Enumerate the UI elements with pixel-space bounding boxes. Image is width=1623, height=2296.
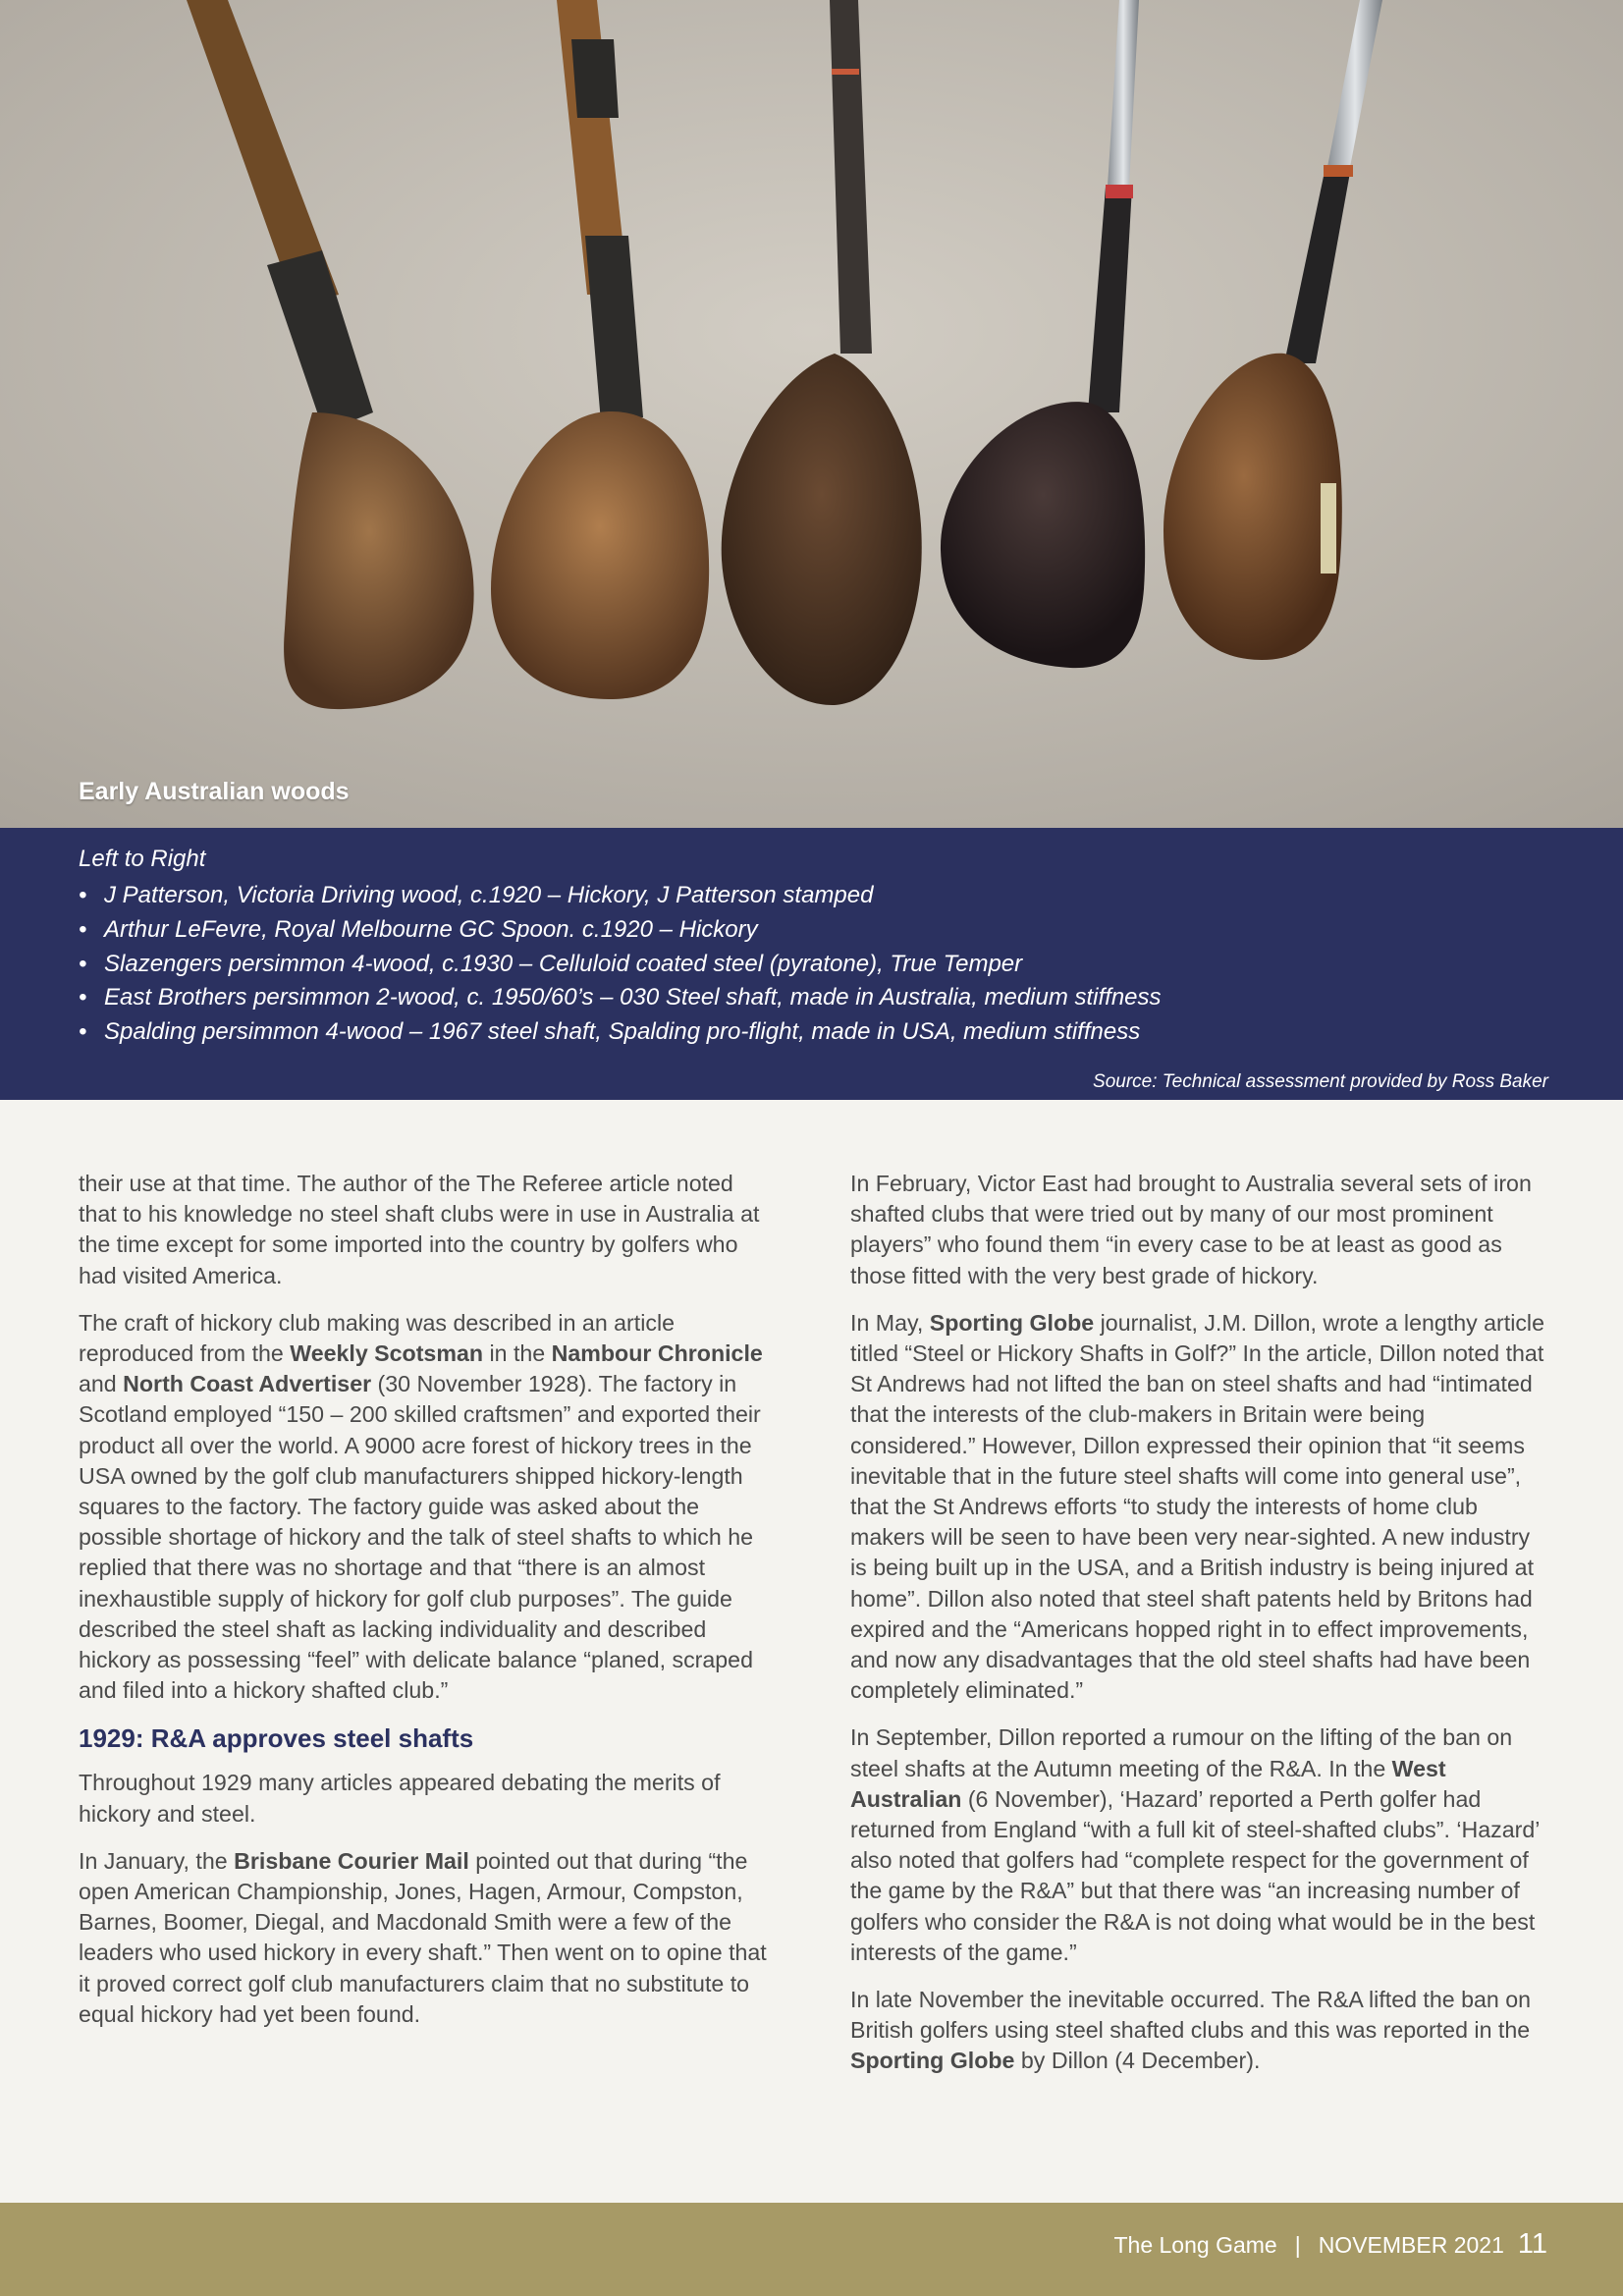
photo-caption <box>0 828 1623 1100</box>
footer-separator: | <box>1294 2232 1301 2258</box>
paragraph <box>79 1846 776 2030</box>
caption-item <box>79 913 1162 948</box>
caption-source: Source: Technical assessment provided by Ross Baker <box>1093 1071 1548 1092</box>
publication-name: Brisbane Courier Mail <box>234 1847 469 1874</box>
caption-item <box>79 981 1162 1015</box>
publication-name: Sporting Globe <box>850 2048 1015 2074</box>
caption-item-text: Arthur LeFevre, Royal Melbourne GC Spoon. c.1920 – Hickory <box>104 915 758 943</box>
paragraph: their use at that time. The author of the The Referee article noted that to his knowledge no steel shaft clubs were in use in Australia at the time except for some imported into the country by golfers who had visited America. <box>79 1171 760 1288</box>
footer-meta <box>1113 2228 1547 2261</box>
page-number: 11 <box>1517 2228 1547 2260</box>
publication-title: The Long Game <box>1113 2232 1277 2258</box>
left-column <box>79 1169 776 2047</box>
text-run: In May, <box>850 1309 930 1336</box>
golf-clubs-illustration <box>0 0 1623 828</box>
text-run: in the <box>483 1340 552 1367</box>
caption-item <box>79 879 1162 913</box>
text-run: In late November the inevitable occurred. The R&A lifted the ban on British golfers using steel shafted clubs and this was reported in the <box>850 1987 1532 2044</box>
publication-name: Sporting Globe <box>929 1309 1095 1336</box>
text-run: and <box>79 1371 124 1397</box>
section-heading: 1929: R&A approves steel shafts <box>79 1723 474 1754</box>
bullet-icon: • <box>79 984 87 1011</box>
right-column <box>850 1169 1547 2094</box>
caption-item <box>79 948 1162 982</box>
bullet-icon: • <box>79 950 87 977</box>
photo-title: Early Australian woods <box>79 778 350 805</box>
paragraph <box>79 1308 776 1707</box>
paragraph <box>850 1985 1547 2077</box>
text-run: In January, the <box>79 1847 235 1874</box>
publication-name: Nambour Chronicle <box>551 1340 763 1367</box>
publication-name: North Coast Advertiser <box>123 1371 372 1397</box>
bullet-icon: • <box>79 882 87 908</box>
text-run: In September, Dillon reported a rumour on the lifting of the ban on steel shafts at the Autumn meeting of the R&A. In the <box>850 1724 1513 1781</box>
caption-item-text: East Brothers persimmon 2-wood, c. 1950/60’s – 030 Steel shaft, made in Australia, medium stiffness <box>104 984 1162 1011</box>
caption-item-text: J Patterson, Victoria Driving wood, c.1920 – Hickory, J Patterson stamped <box>104 882 874 908</box>
caption-item <box>79 1015 1162 1050</box>
text-run: journalist, J.M. Dillon, wrote a lengthy article titled “Steel or Hickory Shafts in Golf?” In the article, Dillon noted that St Andrews had not lifted the ban on steel shafts and had “intimated that the interests of the club-makers in Britain were being considered.” However, Dillon expressed their opinion that “it seems inevitable that in the future steel shafts will come into general use”, that the St Andrews efforts “to study the interests of home club makers will be seen to have been very near-sighted. A new industry is being built up in the USA, and a British industry is being injured at home”. Dillon also noted that steel shaft patents held by Britons had expired and the “Americans hopped right in to effect improvements, and now any disadvantages that the old steel shafts had have been completely eliminated.” <box>850 1309 1544 1704</box>
publication-name: West Australian <box>850 1755 1446 1812</box>
text-run: (6 November), ‘Hazard’ reported a Perth golfer had returned from England “with a full kit of steel-shafted clubs”. ‘Hazard’ also noted that golfers had “complete respect for the government of the game by the R&A” but that there was “an increasing number of golfers who consider the R&A is not doing what would be in the best interests of the game.” <box>850 1785 1540 1965</box>
caption-intro: Left to Right <box>79 846 206 872</box>
page-footer <box>0 2203 1623 2296</box>
golf-clubs-photo <box>0 0 1623 828</box>
publication-name: Weekly Scotsman <box>290 1340 484 1367</box>
text-run: (30 November 1928). The factory in Scotland employed “150 – 200 skilled craftsmen” and exported their product all over the world. A 9000 acre forest of hickory trees in the USA owned by the golf club manufacturers shipped hickory-length squares to the factory. The factory guide was asked about the possible shortage of hickory and the talk of steel shafts to which he replied that there was no shortage and that “there is an almost inexhaustible supply of hickory for golf club purposes”. The guide described the steel shaft as lacking individuality and described hickory as possessing “feel” with delicate balance “planed, scraped and filed into a hickory shafted club.” <box>79 1371 761 1704</box>
bullet-icon: • <box>79 1018 87 1046</box>
text-run: pointed out that during “the open American Championship, Jones, Hagen, Armour, Compston, Barnes, Boomer, Diegal, and Macdonald Smith were a few of the leaders who used hickory in every shaft.” Then went on to opine that it proved correct golf club manufacturers claim that no substitute to equal hickory had yet been found. <box>79 1847 767 2027</box>
issue-date: NOVEMBER 2021 <box>1318 2232 1504 2258</box>
caption-item-text: Spalding persimmon 4-wood – 1967 steel shaft, Spalding pro-flight, made in USA, medium stiffness <box>104 1018 1141 1046</box>
text-run: by Dillon (4 December). <box>1014 2048 1261 2074</box>
caption-list <box>79 879 1162 1050</box>
paragraph: In February, Victor East had brought to Australia several sets of iron shafted clubs that were tried out by many of our most prominent players” who found them “in every case to be at least as good as those fitted with the very best grade of hickory. <box>850 1171 1532 1288</box>
bullet-icon: • <box>79 915 87 943</box>
paragraph: Throughout 1929 many articles appeared debating the merits of hickory and steel. <box>79 1770 721 1827</box>
text-run: The craft of hickory club making was described in an article reproduced from the <box>79 1309 676 1367</box>
paragraph <box>850 1308 1547 1707</box>
paragraph <box>850 1722 1547 1968</box>
caption-item-text: Slazengers persimmon 4-wood, c.1930 – Celluloid coated steel (pyratone), True Temper <box>104 950 1023 977</box>
